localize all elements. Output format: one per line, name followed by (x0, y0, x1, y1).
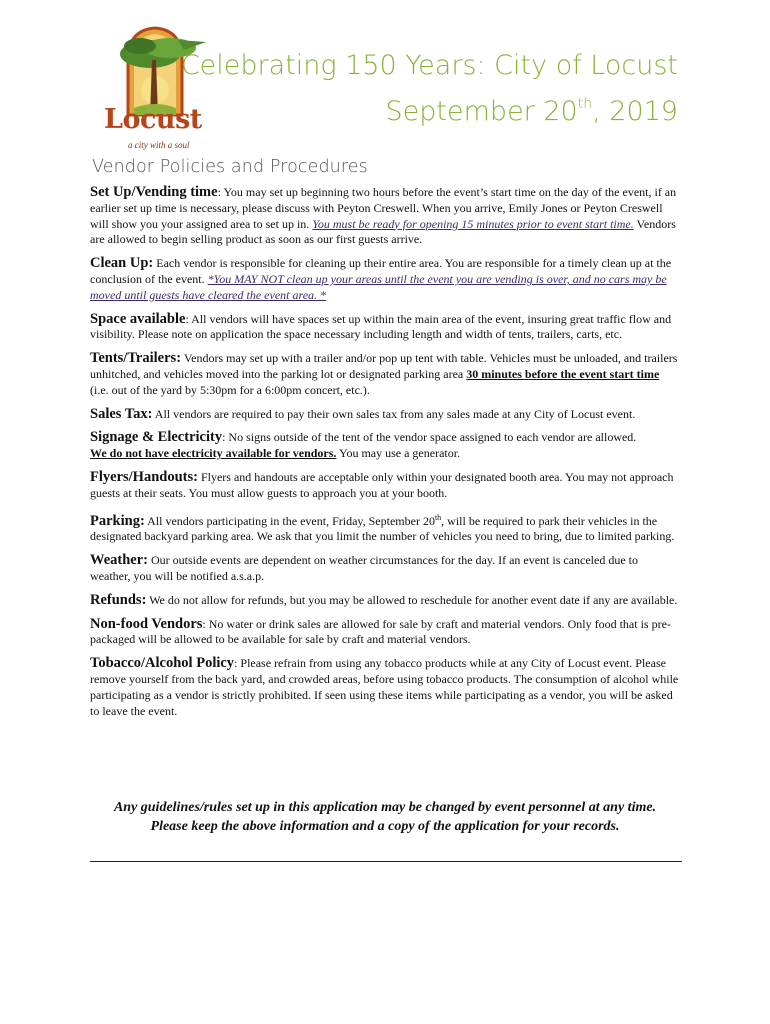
policy-emphasis: You must be ready for opening 15 minutes prior to event start time. (312, 216, 634, 231)
policy-text: (i.e. out of the yard by 5:30pm for a 6:00pm concert, etc.). (90, 382, 370, 397)
policy-emphasis: We do not have electricity available for vendors. (90, 446, 337, 461)
closing-line-2: Please keep the above information and a copy of the application for your records. (150, 819, 620, 834)
policy-heading: Non-food Vendors (90, 615, 203, 632)
policy-text: , will be required to park their vehicles in the designated backyard parking area. We ask that you limit the number of vehicles you need to bring, due to limited parking. (90, 513, 675, 544)
policy-text: Vendors may set up with a trailer and/or pop up tent with table. Vehicles must be unloaded, and trailers unhitched, and vehicles moved into the parking lot or designated parking area (90, 351, 678, 381)
policy-heading: Tents/Trailers: (90, 350, 182, 367)
policy-text: All vendors are required to pay their own sales tax from any sales made at any City of Locust event. (152, 406, 636, 421)
policy-emphasis: 30 minutes before the event start time (466, 366, 660, 381)
closing-note (90, 798, 680, 836)
policy-text: All vendors participating in the event, Friday, September 20 (144, 513, 435, 528)
policy-text: Vendors are allowed to begin selling product as soon as our first guests arrive. (90, 216, 676, 247)
policy-heading: Parking: (90, 512, 145, 529)
policy-heading: Signage & Electricity (90, 429, 223, 446)
policy-sales-tax (90, 407, 680, 423)
policy-text: You may use a generator. (336, 446, 461, 461)
policy-parking (90, 510, 680, 546)
policy-heading: Tobacco/Alcohol Policy (90, 655, 235, 672)
policy-nonfood (90, 617, 680, 649)
policies-body (90, 185, 680, 727)
title-line-1: Celebrating 150 Years: City of Locust (180, 50, 678, 81)
policy-text: We do not allow for refunds, but you may be allowed to reschedule for another event date if any are available. (146, 592, 678, 607)
policy-text: : You may set up beginning two hours before the event’s start time on the day of the event, if an earlier set up time is necessary, please discuss with Peyton Creswell. When you arrive, Emily Jones or Peyton Creswell will show you your assigned area to set up in. (90, 185, 677, 231)
policy-setup (90, 185, 680, 248)
policy-text: Each vendor is responsible for cleaning up their entire area. You are responsible for a timely clean up at the conclusion of the event. (90, 256, 672, 286)
policy-text: Our outside events are dependent on weather circumstances for the day. If an event is canceled due to weather, you will be notified a.s.a.p. (90, 553, 639, 583)
policy-text: : All vendors will have spaces set up within the main area of the event, insuring great traffic flow and visibility. Please note on application the space necessary including length and width of tents, trailers, carts, etc. (90, 311, 672, 342)
policy-tobacco (90, 656, 680, 719)
logo-wordmark: Locust (104, 104, 202, 135)
policy-heading: Sales Tax: (90, 405, 153, 422)
date-suffix: th (434, 512, 442, 522)
policy-signage (90, 430, 680, 462)
policy-heading: Clean Up: (90, 255, 154, 272)
policy-tents (90, 351, 680, 398)
section-heading: Vendor Policies and Procedures (92, 157, 368, 177)
policy-heading: Flyers/Handouts: (90, 468, 198, 485)
policy-heading: Set Up/Vending time (90, 184, 218, 200)
closing-line-1: Any guidelines/rules set up in this application may be changed by event personnel at any time. (113, 800, 657, 815)
policy-text: : Please refrain from using any tobacco products while at any City of Locust event. Please remove yourself from the back yard, and crowded areas, before using tobacco products. The consumption of alcohol while participating as a vendor is strictly prohibited. If seen using these items while participating as a vendor, you will be asked to leave the event. (90, 656, 679, 718)
policy-text: : No signs outside of the tent of the vendor space assigned to each vendor are allowed. (222, 430, 637, 445)
policy-flyers (90, 470, 680, 502)
policy-heading: Weather: (90, 552, 148, 569)
page-title (181, 47, 678, 131)
policy-refunds (90, 593, 680, 609)
policy-cleanup (90, 256, 680, 303)
title-line-2 (181, 85, 678, 131)
title-date-suffix: th (577, 96, 593, 112)
title-year: , 2019 (592, 96, 678, 127)
policy-emphasis: *You MAY NOT clean up your areas until the event you are vending is over, and no cars may be moved until guests have cleared the event area. * (90, 271, 667, 302)
policy-weather (90, 553, 680, 585)
title-date: September 20 (385, 96, 578, 127)
logo-tagline: a city with a soul (128, 140, 190, 150)
policy-space (90, 312, 680, 344)
policy-heading: Space available (90, 310, 186, 327)
divider (90, 861, 682, 862)
policy-text: Flyers and handouts are acceptable only within your designated booth area. You may not approach guests at their seats. You must allow guests to approach you at your booth. (90, 469, 674, 500)
policy-text: : No water or drink sales are allowed for sale by craft and material vendors. Only food that is pre-packaged will be allowed to be available for sale by craft and material vendors. (90, 616, 671, 647)
policy-heading: Refunds: (90, 591, 147, 608)
